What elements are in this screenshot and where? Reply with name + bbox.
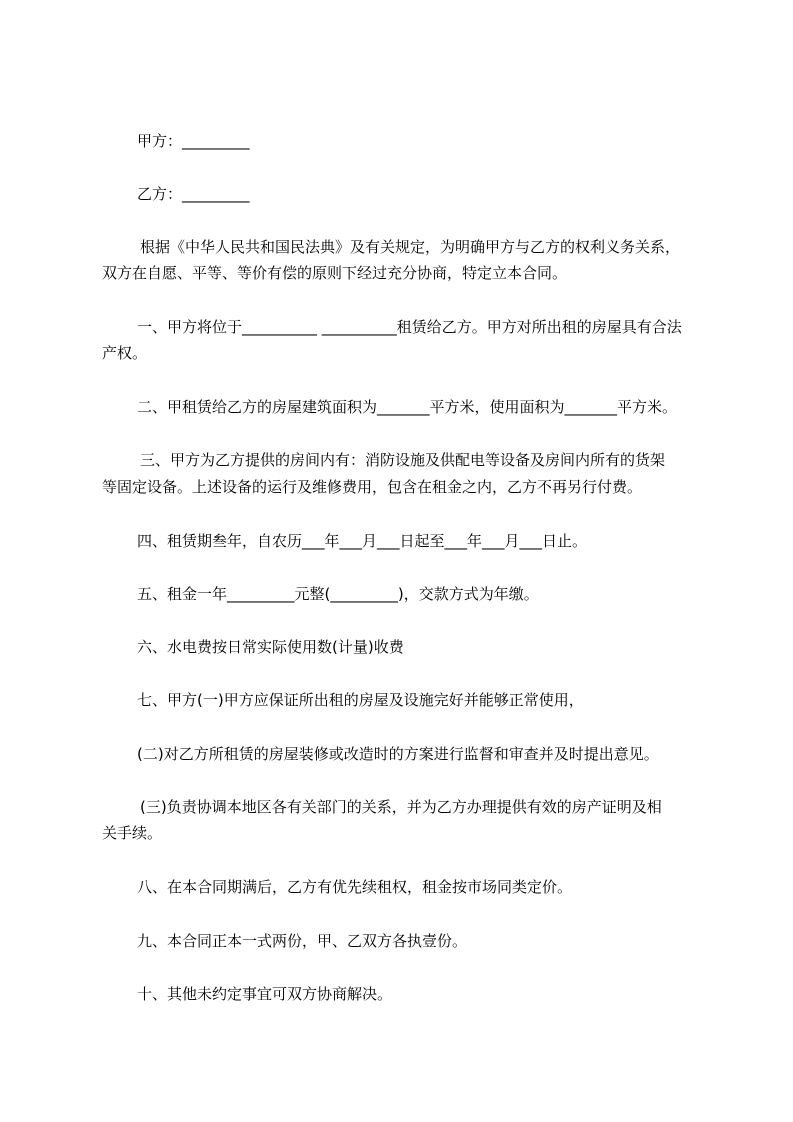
- clause-5: 五、租金一年_________元整(_________)，交款方式为年缴。: [137, 585, 539, 603]
- clause-9: 九、本合同正本一式两份，甲、乙双方各执壹份。: [137, 932, 468, 950]
- clause-3-line-1: 三、甲方为乙方提供的房间内有：消防设施及供配电等设备及房间内所有的货架: [140, 451, 666, 469]
- clause-4: 四、租赁期叁年，自农历___年___月___日起至___年___月___日止。: [137, 532, 588, 550]
- clause-8: 八、在本合同期满后，乙方有优先续租权，租金按市场同类定价。: [137, 878, 573, 896]
- clause-7-item-3-line-1: (三)负责协调本地区各有关部门的关系，并为乙方办理提供有效的房产证明及相: [140, 798, 662, 816]
- clause-7-item-3-line-2: 关手续。: [102, 824, 163, 842]
- clause-1-line-1: 一、甲方将位于__________ __________租赁给乙方。甲方对所出租的房屋具有合法: [137, 318, 682, 336]
- clause-3-line-2: 等固定设备。上述设备的运行及维修费用，包含在租金之内，乙方不再另行付费。: [102, 478, 643, 496]
- clause-7-item-2: (二)对乙方所租赁的房屋装修或改造时的方案进行监督和审查并及时提出意见。: [137, 745, 659, 763]
- intro-line-2: 双方在自愿、平等、等价有偿的原则下经过充分协商，特定立本合同。: [102, 264, 568, 282]
- clause-7: 七、甲方(一)甲方应保证所出租的房屋及设施完好并能够正常使用，: [137, 691, 584, 709]
- clause-10: 十、其他未约定事宜可双方协商解决。: [137, 985, 393, 1003]
- clause-1-line-2: 产权。: [102, 344, 148, 362]
- intro-line-1: 根据《中华人民共和国民法典》及有关规定，为明确甲方与乙方的权利义务关系，: [140, 238, 681, 256]
- party-a-line: 甲方：_________: [137, 132, 250, 150]
- party-b-line: 乙方：_________: [137, 185, 250, 203]
- clause-6: 六、水电费按日常实际使用数(计量)收费: [137, 638, 404, 656]
- clause-2: 二、甲租赁给乙方的房屋建筑面积为_______平方米，使用面积为_______平方米。: [137, 398, 678, 416]
